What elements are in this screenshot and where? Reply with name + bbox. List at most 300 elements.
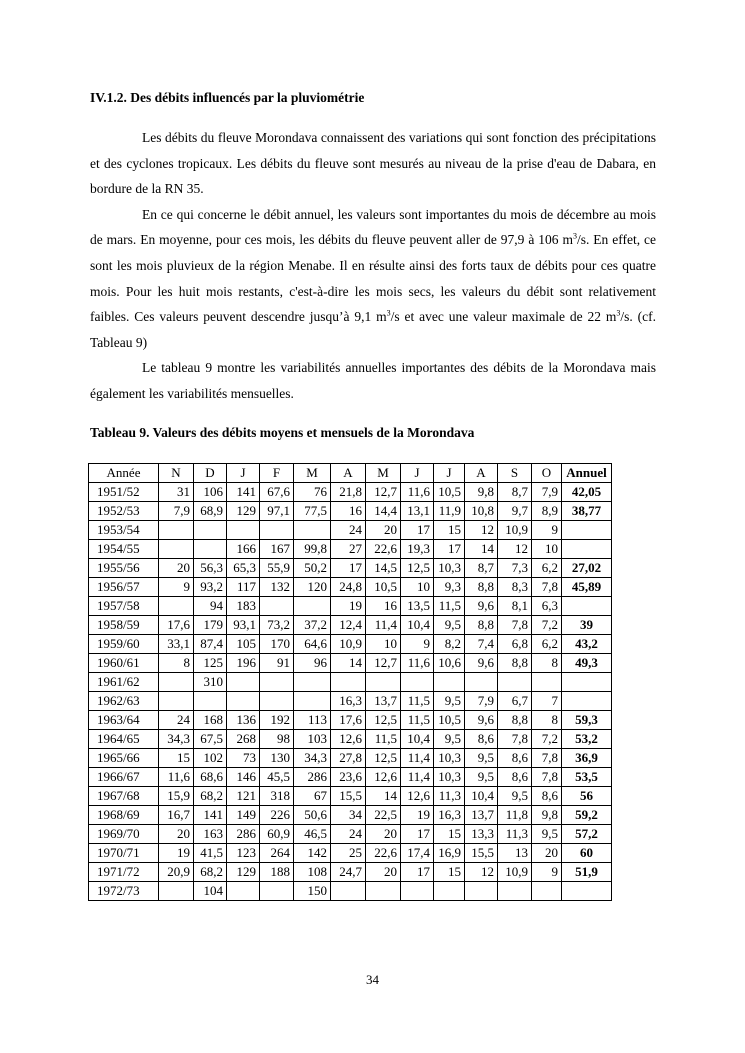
table-cell: 17 — [401, 521, 434, 540]
table-cell: 7,8 — [532, 768, 562, 787]
table-cell: 9,7 — [498, 502, 532, 521]
table-cell: 125 — [194, 654, 227, 673]
table-cell: 68,2 — [194, 787, 227, 806]
table-cell: 7,9 — [465, 692, 498, 711]
year-cell: 1972/73 — [89, 882, 159, 901]
table-cell: 9 — [401, 635, 434, 654]
table-cell — [194, 540, 227, 559]
table-cell — [227, 521, 260, 540]
table-cell: 10,4 — [401, 730, 434, 749]
table-cell: 14,4 — [366, 502, 401, 521]
table-cell — [260, 597, 294, 616]
table-cell: 12 — [465, 521, 498, 540]
table-cell: 12 — [498, 540, 532, 559]
table-cell: 166 — [227, 540, 260, 559]
table-cell: 121 — [227, 787, 260, 806]
annual-cell — [562, 882, 612, 901]
table-cell — [294, 692, 331, 711]
table-cell: 19 — [159, 844, 194, 863]
table-cell — [294, 597, 331, 616]
table-row — [89, 863, 612, 882]
table-row — [89, 844, 612, 863]
table-cell: 149 — [227, 806, 260, 825]
table-cell: 7,4 — [465, 635, 498, 654]
table-cell: 9 — [532, 521, 562, 540]
table-cell: 7 — [532, 692, 562, 711]
annual-cell — [562, 692, 612, 711]
table-cell: 11,8 — [498, 806, 532, 825]
table-cell: 20 — [159, 559, 194, 578]
annual-cell: 51,9 — [562, 863, 612, 882]
annual-cell: 59,2 — [562, 806, 612, 825]
table-cell — [532, 882, 562, 901]
table-cell: 12,4 — [331, 616, 366, 635]
annual-cell: 27,02 — [562, 559, 612, 578]
table-cell: 12,5 — [401, 559, 434, 578]
table-cell: 10,9 — [498, 521, 532, 540]
table-cell — [401, 882, 434, 901]
table-cell: 7,9 — [532, 483, 562, 502]
table-cell: 8,8 — [465, 578, 498, 597]
table-cell: 10,8 — [465, 502, 498, 521]
table-cell: 7,2 — [532, 616, 562, 635]
column-header: J — [434, 464, 465, 483]
table-cell: 73 — [227, 749, 260, 768]
table-cell: 318 — [260, 787, 294, 806]
table-cell: 11,5 — [401, 711, 434, 730]
table-row — [89, 825, 612, 844]
annual-cell: 45,89 — [562, 578, 612, 597]
discharge-table-wrapper — [88, 463, 612, 901]
table-cell: 168 — [194, 711, 227, 730]
table-cell: 10,5 — [434, 711, 465, 730]
table-row — [89, 787, 612, 806]
year-cell: 1952/53 — [89, 502, 159, 521]
table-cell: 12,5 — [366, 711, 401, 730]
annual-cell — [562, 521, 612, 540]
table-cell: 268 — [227, 730, 260, 749]
table-cell: 9,5 — [434, 730, 465, 749]
table-cell: 10,4 — [401, 616, 434, 635]
table-cell: 22,6 — [366, 844, 401, 863]
table-cell: 120 — [294, 578, 331, 597]
paragraph-1: Les débits du fleuve Morondava connaissent des variations qui sont fonction des précipitations et des cyclones tropicaux. Les débits du fleuve sont mesurés au niveau de la prise d'eau de Dabara, en bordure de la RN 35. — [90, 130, 656, 197]
section-heading: IV.1.2. Des débits influencés par la pluviométrie — [90, 90, 365, 105]
table-cell: 67,6 — [260, 483, 294, 502]
table-cell: 9,5 — [434, 692, 465, 711]
table-cell: 8,8 — [465, 616, 498, 635]
table-cell: 33,1 — [159, 635, 194, 654]
table-row — [89, 692, 612, 711]
table-cell — [366, 882, 401, 901]
table-cell — [159, 540, 194, 559]
table-cell: 6,7 — [498, 692, 532, 711]
table-cell: 55,9 — [260, 559, 294, 578]
table-cell: 8,9 — [532, 502, 562, 521]
year-cell: 1955/56 — [89, 559, 159, 578]
table-cell: 310 — [194, 673, 227, 692]
column-header: J — [227, 464, 260, 483]
table-cell: 16,9 — [434, 844, 465, 863]
table-cell: 20 — [366, 825, 401, 844]
table-cell: 56,3 — [194, 559, 227, 578]
table-cell: 11,4 — [366, 616, 401, 635]
table-cell: 9,5 — [532, 825, 562, 844]
table-cell — [294, 521, 331, 540]
table-cell: 102 — [194, 749, 227, 768]
column-header: M — [294, 464, 331, 483]
annual-cell: 53,2 — [562, 730, 612, 749]
table-cell: 10 — [401, 578, 434, 597]
table-cell: 31 — [159, 483, 194, 502]
table-cell: 20,9 — [159, 863, 194, 882]
table-cell: 179 — [194, 616, 227, 635]
table-row — [89, 654, 612, 673]
table-row — [89, 502, 612, 521]
table-cell: 105 — [227, 635, 260, 654]
table-cell — [194, 692, 227, 711]
table-cell: 17 — [331, 559, 366, 578]
year-cell: 1958/59 — [89, 616, 159, 635]
column-header: A — [331, 464, 366, 483]
year-cell: 1951/52 — [89, 483, 159, 502]
table-cell — [194, 521, 227, 540]
table-cell: 104 — [194, 882, 227, 901]
table-cell: 27 — [331, 540, 366, 559]
table-cell: 14 — [465, 540, 498, 559]
column-header: S — [498, 464, 532, 483]
table-cell: 22,5 — [366, 806, 401, 825]
column-header: F — [260, 464, 294, 483]
year-cell: 1965/66 — [89, 749, 159, 768]
table-cell: 11,6 — [401, 654, 434, 673]
year-cell: 1969/70 — [89, 825, 159, 844]
table-row — [89, 711, 612, 730]
table-cell: 6,3 — [532, 597, 562, 616]
table-cell: 8,1 — [498, 597, 532, 616]
table-cell: 9,5 — [498, 787, 532, 806]
table-cell: 141 — [227, 483, 260, 502]
annual-cell: 38,77 — [562, 502, 612, 521]
table-cell: 129 — [227, 863, 260, 882]
table-cell: 97,1 — [260, 502, 294, 521]
column-header: A — [465, 464, 498, 483]
table-cell: 11,3 — [434, 787, 465, 806]
table-cell — [159, 882, 194, 901]
table-cell: 16,3 — [434, 806, 465, 825]
year-cell: 1953/54 — [89, 521, 159, 540]
table-row — [89, 768, 612, 787]
table-cell: 7,8 — [498, 730, 532, 749]
table-cell: 11,4 — [401, 749, 434, 768]
table-cell: 9,6 — [465, 654, 498, 673]
table-cell — [434, 882, 465, 901]
table-cell: 196 — [227, 654, 260, 673]
year-cell: 1962/63 — [89, 692, 159, 711]
year-cell: 1954/55 — [89, 540, 159, 559]
table-cell: 15 — [434, 863, 465, 882]
table-cell: 130 — [260, 749, 294, 768]
table-cell: 68,2 — [194, 863, 227, 882]
table-cell: 7,8 — [532, 749, 562, 768]
annual-cell — [562, 597, 612, 616]
table-caption: Tableau 9. Valeurs des débits moyens et mensuels de la Morondava — [90, 425, 475, 440]
table-cell: 20 — [366, 863, 401, 882]
annual-cell: 60 — [562, 844, 612, 863]
table-cell: 20 — [532, 844, 562, 863]
table-row — [89, 806, 612, 825]
table-cell: 73,2 — [260, 616, 294, 635]
table-cell: 163 — [194, 825, 227, 844]
year-cell: 1967/68 — [89, 787, 159, 806]
table-cell: 8 — [532, 711, 562, 730]
table-cell: 25 — [331, 844, 366, 863]
table-cell: 142 — [294, 844, 331, 863]
table-cell: 96 — [294, 654, 331, 673]
annual-cell: 36,9 — [562, 749, 612, 768]
table-cell: 37,2 — [294, 616, 331, 635]
table-cell: 76 — [294, 483, 331, 502]
table-cell: 12,6 — [331, 730, 366, 749]
table-cell: 68,9 — [194, 502, 227, 521]
table-cell: 24,8 — [331, 578, 366, 597]
year-cell: 1968/69 — [89, 806, 159, 825]
table-cell: 22,6 — [366, 540, 401, 559]
table-cell: 67,5 — [194, 730, 227, 749]
table-cell: 24 — [159, 711, 194, 730]
page-number: 34 — [366, 972, 379, 987]
column-header: O — [532, 464, 562, 483]
table-cell — [294, 673, 331, 692]
column-header: D — [194, 464, 227, 483]
table-row — [89, 730, 612, 749]
year-cell: 1966/67 — [89, 768, 159, 787]
table-cell: 93,2 — [194, 578, 227, 597]
table-cell — [159, 597, 194, 616]
table-cell: 7,8 — [532, 578, 562, 597]
table-cell: 6,2 — [532, 559, 562, 578]
table-cell: 170 — [260, 635, 294, 654]
table-cell: 10,9 — [331, 635, 366, 654]
table-cell — [331, 882, 366, 901]
table-cell: 8,7 — [465, 559, 498, 578]
table-cell: 41,5 — [194, 844, 227, 863]
table-cell: 10,3 — [434, 768, 465, 787]
table-cell: 10 — [366, 635, 401, 654]
year-cell: 1961/62 — [89, 673, 159, 692]
table-cell: 19 — [401, 806, 434, 825]
table-cell: 16,3 — [331, 692, 366, 711]
paragraph-2: En ce qui concerne le débit annuel, les valeurs sont importantes du mois de décembre au mois de mars. En moyenne, pour ces mois, les débits du fleuve peuvent aller de 97,9 à 106 $m^3/s$. En effet, ce sont les mois pluvieux de la région Menabe. Il en résulte ainsi des forts taux de débits pour ces quatre mois. Pour les huit mois restants, c'est-à-dire les mois secs, les valeurs du débit sont relativement faibles. Ces valeurs peuvent descendre jusqu’à 9,1 $m^3/s$ et avec une valeur maximale de 22 $m^3/s$. (cf. Tableau 9) — [90, 206, 656, 350]
year-cell: 1964/65 — [89, 730, 159, 749]
table-cell: 20 — [366, 521, 401, 540]
table-cell — [401, 673, 434, 692]
year-cell: 1959/60 — [89, 635, 159, 654]
table-cell: 8,6 — [498, 749, 532, 768]
table-header-row — [89, 464, 612, 483]
table-cell: 11,5 — [434, 597, 465, 616]
table-cell: 183 — [227, 597, 260, 616]
table-cell: 8,6 — [532, 787, 562, 806]
annual-cell: 49,3 — [562, 654, 612, 673]
annual-cell: 57,2 — [562, 825, 612, 844]
table-cell — [260, 692, 294, 711]
table-row — [89, 483, 612, 502]
table-cell: 34,3 — [159, 730, 194, 749]
table-cell: 64,6 — [294, 635, 331, 654]
table-row — [89, 882, 612, 901]
table-cell: 12,7 — [366, 654, 401, 673]
table-cell: 8,8 — [498, 711, 532, 730]
table-cell — [498, 673, 532, 692]
table-cell: 10 — [532, 540, 562, 559]
table-cell: 10,5 — [434, 483, 465, 502]
table-cell — [434, 673, 465, 692]
table-cell: 15 — [434, 521, 465, 540]
table-cell: 50,2 — [294, 559, 331, 578]
year-cell: 1960/61 — [89, 654, 159, 673]
table-cell: 13 — [498, 844, 532, 863]
table-cell: 9 — [159, 578, 194, 597]
table-cell: 123 — [227, 844, 260, 863]
table-cell: 9 — [532, 863, 562, 882]
table-cell: 226 — [260, 806, 294, 825]
year-cell: 1956/57 — [89, 578, 159, 597]
table-cell: 23,6 — [331, 768, 366, 787]
table-cell: 68,6 — [194, 768, 227, 787]
table-cell — [159, 673, 194, 692]
table-cell: 99,8 — [294, 540, 331, 559]
year-cell: 1971/72 — [89, 863, 159, 882]
table-cell: 19 — [331, 597, 366, 616]
annual-cell: 59,3 — [562, 711, 612, 730]
table-row — [89, 616, 612, 635]
table-cell: 13,3 — [465, 825, 498, 844]
table-cell: 286 — [227, 825, 260, 844]
annual-cell: 43,2 — [562, 635, 612, 654]
table-cell: 94 — [194, 597, 227, 616]
table-cell: 60,9 — [260, 825, 294, 844]
table-cell: 8 — [159, 654, 194, 673]
table-cell: 8 — [532, 654, 562, 673]
table-cell: 11,4 — [401, 768, 434, 787]
annual-cell: 42,05 — [562, 483, 612, 502]
table-cell: 146 — [227, 768, 260, 787]
column-header: Année — [89, 464, 159, 483]
table-cell: 77,5 — [294, 502, 331, 521]
table-cell — [465, 882, 498, 901]
table-cell: 192 — [260, 711, 294, 730]
table-cell: 7,2 — [532, 730, 562, 749]
table-cell: 15 — [434, 825, 465, 844]
table-cell — [366, 673, 401, 692]
table-cell: 15,5 — [465, 844, 498, 863]
table-cell: 24 — [331, 521, 366, 540]
table-cell: 9,5 — [465, 768, 498, 787]
table-cell: 20 — [159, 825, 194, 844]
table-cell: 9,8 — [465, 483, 498, 502]
table-cell: 34,3 — [294, 749, 331, 768]
table-cell: 9,6 — [465, 597, 498, 616]
table-cell: 46,5 — [294, 825, 331, 844]
table-cell: 150 — [294, 882, 331, 901]
table-cell — [465, 673, 498, 692]
table-cell: 15 — [159, 749, 194, 768]
table-cell: 6,8 — [498, 635, 532, 654]
year-cell: 1957/58 — [89, 597, 159, 616]
table-cell: 15,5 — [331, 787, 366, 806]
table-cell: 17 — [401, 863, 434, 882]
annual-cell: 56 — [562, 787, 612, 806]
table-cell: 103 — [294, 730, 331, 749]
table-cell: 106 — [194, 483, 227, 502]
table-cell: 17 — [401, 825, 434, 844]
table-row — [89, 578, 612, 597]
table-cell: 8,6 — [465, 730, 498, 749]
table-cell: 113 — [294, 711, 331, 730]
table-cell: 8,3 — [498, 578, 532, 597]
annual-cell: 39 — [562, 616, 612, 635]
table-cell: 24 — [331, 825, 366, 844]
table-cell: 141 — [194, 806, 227, 825]
table-cell — [260, 521, 294, 540]
table-cell: 14 — [366, 787, 401, 806]
table-cell: 19,3 — [401, 540, 434, 559]
table-cell: 17,4 — [401, 844, 434, 863]
table-cell: 50,6 — [294, 806, 331, 825]
table-row — [89, 673, 612, 692]
table-cell: 8,7 — [498, 483, 532, 502]
table-cell: 6,2 — [532, 635, 562, 654]
column-header: Annuel — [562, 464, 612, 483]
table-cell: 9,5 — [465, 749, 498, 768]
table-cell: 11,5 — [366, 730, 401, 749]
year-cell: 1970/71 — [89, 844, 159, 863]
table-cell — [227, 692, 260, 711]
table-cell: 7,3 — [498, 559, 532, 578]
table-cell: 12 — [465, 863, 498, 882]
table-cell: 188 — [260, 863, 294, 882]
table-cell: 8,6 — [498, 768, 532, 787]
table-cell: 15,9 — [159, 787, 194, 806]
table-cell: 16 — [331, 502, 366, 521]
discharge-table — [88, 463, 612, 901]
table-cell: 21,8 — [331, 483, 366, 502]
table-cell: 9,8 — [532, 806, 562, 825]
table-cell: 108 — [294, 863, 331, 882]
table-cell: 24,7 — [331, 863, 366, 882]
table-cell: 10,4 — [465, 787, 498, 806]
table-cell: 7,8 — [498, 616, 532, 635]
table-cell: 10,3 — [434, 559, 465, 578]
annual-cell: 53,5 — [562, 768, 612, 787]
table-cell: 167 — [260, 540, 294, 559]
table-cell: 136 — [227, 711, 260, 730]
table-row — [89, 597, 612, 616]
table-cell: 93,1 — [227, 616, 260, 635]
table-cell: 12,6 — [366, 768, 401, 787]
table-cell: 13,7 — [465, 806, 498, 825]
table-cell: 8,2 — [434, 635, 465, 654]
paragraph-3: Le tableau 9 montre les variabilités annuelles importantes des débits de la Morondava mais également les variabilités mensuelles. — [90, 360, 656, 401]
table-cell: 10,9 — [498, 863, 532, 882]
table-cell — [227, 882, 260, 901]
table-cell: 132 — [260, 578, 294, 597]
table-cell: 98 — [260, 730, 294, 749]
table-cell: 11,9 — [434, 502, 465, 521]
table-cell: 286 — [294, 768, 331, 787]
table-cell — [227, 673, 260, 692]
